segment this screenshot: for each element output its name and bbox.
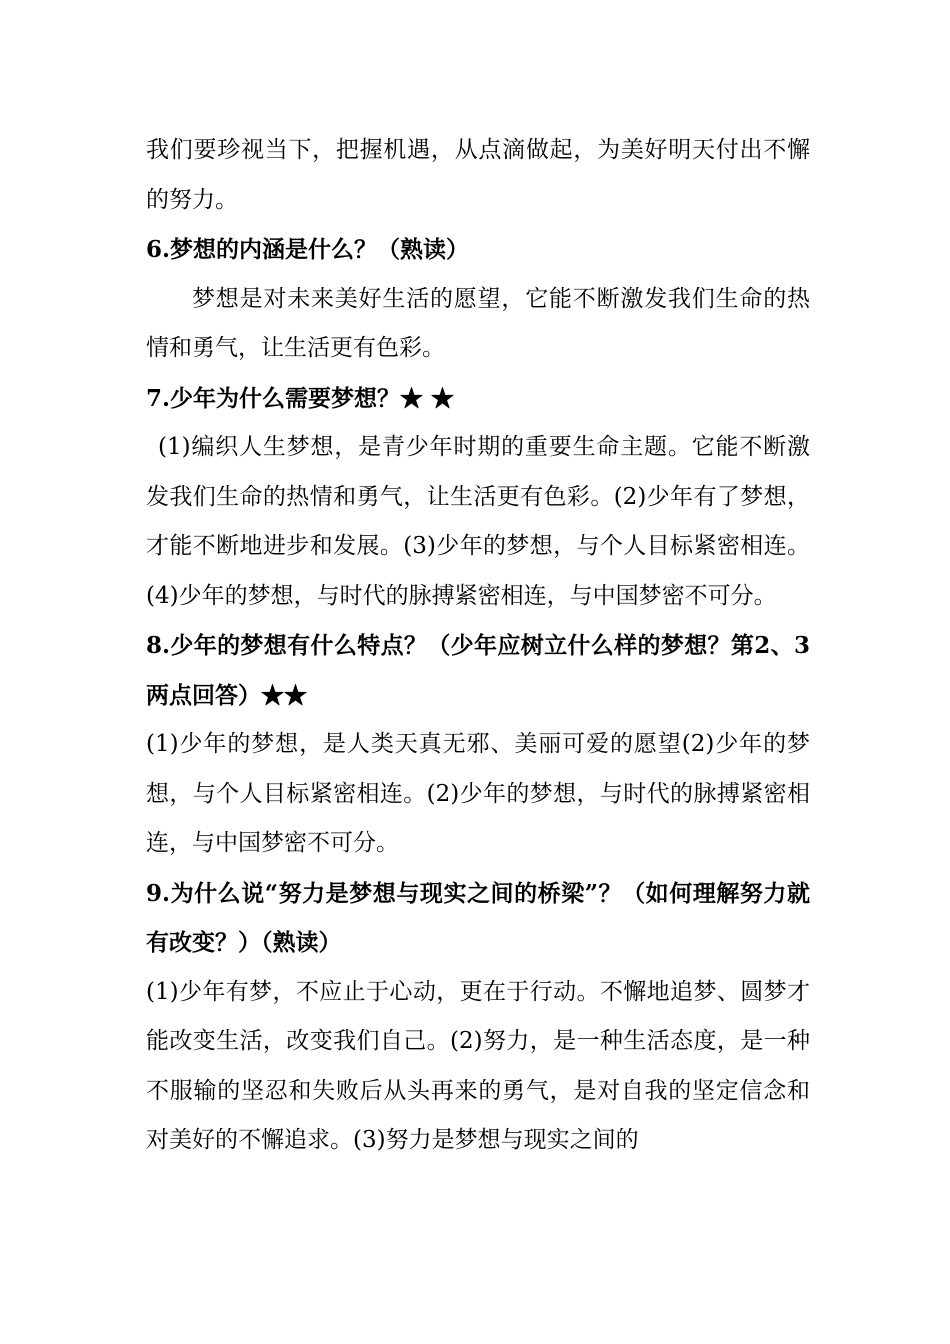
paragraph-cherish-present: 我们要珍视当下，把握机遇，从点滴做起，为美好明天付出不懈的努力。 (146, 137, 810, 213)
answer-9-paragraph: (1)少年有梦，不应止于心动，更在于行动。不懈地追梦、圆梦才能改变生活，改变我们自己。(2)努力，是一种生活态度，是一种不服输的坚忍和失败后从头再来的勇气，是对自我的坚定信念和对美好的不懈追求。(3)努力是梦想与现实之间的 (146, 978, 810, 1153)
question-7-heading: 7.少年为什么需要梦想？★ ★ (146, 384, 455, 412)
document-page (146, 126, 810, 1166)
answer-8-paragraph: (1)少年的梦想，是人类天真无邪、美丽可爱的愿望(2)少年的梦想，与个人目标紧密相连。(2)少年的梦想，与时代的脉搏紧密相连，与中国梦密不可分。 (146, 731, 810, 856)
question-6-heading: 6.梦想的内涵是什么？（熟读） (146, 236, 470, 263)
question-8-heading: 8.少年的梦想有什么特点？（少年应树立什么样的梦想？第2、3两点回答）★★ (146, 632, 810, 709)
answer-6-paragraph: 梦想是对未来美好生活的愿望，它能不断激发我们生命的热情和勇气，让生活更有色彩。 (146, 285, 810, 361)
answer-7-paragraph: (1)编织人生梦想，是青少年时期的重要生命主题。它能不断激发我们生命的热情和勇气，让生活更有色彩。(2)少年有了梦想，才能不断地进步和发展。(3)少年的梦想，与个人目标紧密相连。(4)少年的梦想，与时代的脉搏紧密相连，与中国梦密不可分。 (146, 434, 810, 609)
question-9-heading: 9.为什么说“努力是梦想与现实之间的桥梁”？（如何理解努力就有改变？）（熟读） (146, 879, 810, 956)
